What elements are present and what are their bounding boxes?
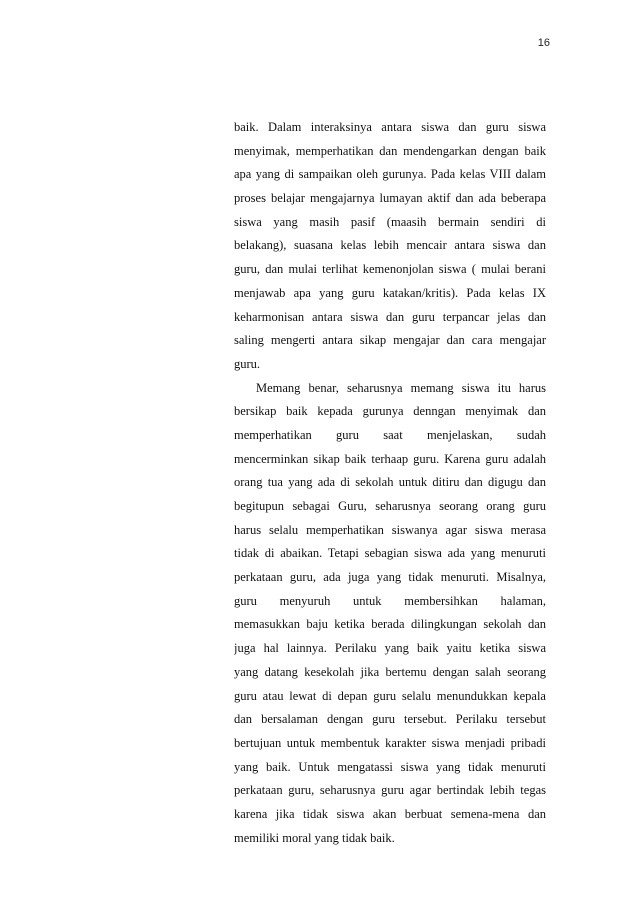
text-line: begitupun sebagai Guru, seharusnya seorang orang guru: [234, 499, 546, 513]
text-line: menjawab apa yang guru katakan/kritis). Pada kelas IX: [234, 285, 546, 300]
text-line: saling mengerti antara sikap mengajar dan cara mengajar: [234, 333, 546, 348]
paragraph: [234, 116, 546, 377]
text-line: Memang benar, seharusnya memang siswa itu harus: [256, 380, 546, 395]
text-line: baik. Dalam interaksinya antara siswa dan guru siswa: [234, 120, 546, 134]
text-line: proses belajar mengajarnya lumayan aktif dan ada beberapa: [234, 191, 546, 206]
text-line: mencerminkan sikap baik terhaap guru. Karena guru adalah: [234, 451, 546, 466]
text-line: siswa yang masih pasif (maasih bermain sendiri di: [234, 214, 546, 229]
text-line: bersikap baik kepada gurunya denngan menyimak dan: [234, 404, 546, 419]
text-line: belakang), suasana kelas lebih mencair antara siswa dan: [234, 238, 546, 253]
text-line: yang datang kesekolah jika bertemu dengan salah seorang: [234, 664, 546, 679]
text-line: yang baik. Untuk mengatassi siswa yang tidak menuruti: [234, 759, 546, 774]
text-line: memperhatikan guru saat menjelaskan, sudah: [234, 427, 546, 442]
text-line: guru menyuruh untuk membersihkan halaman,: [234, 593, 546, 608]
text-line: apa yang di sampaikan oleh gurunya. Pada kelas VIII dalam: [234, 167, 546, 182]
text-line: guru, dan mulai terlihat kemenonjolan siswa ( mulai berani: [234, 262, 546, 277]
body-text: [234, 116, 546, 850]
text-line: juga hal lainnya. Perilaku yang baik yaitu ketika siswa: [234, 641, 546, 656]
text-line: menyimak, memperhatikan dan mendengarkan dengan baik: [234, 143, 546, 158]
text-line: keharmonisan antara siswa dan guru terpancar jelas dan: [234, 309, 546, 324]
page-number: 16: [537, 37, 550, 49]
text-line: tidak di abaikan. Tetapi sebagian siswa ada yang menuruti: [234, 546, 546, 561]
text-line: perkataan guru, seharusnya guru agar bertindak lebih tegas: [234, 783, 546, 798]
text-line: dan bersalaman dengan guru tersebut. Perilaku tersebut: [234, 712, 546, 727]
paragraph: [234, 377, 546, 851]
text-line: guru atau lewat di depan guru selalu menundukkan kepala: [234, 688, 546, 703]
text-line: guru.: [234, 356, 261, 371]
text-line: karena jika tidak siswa akan berbuat semena-mena dan: [234, 806, 546, 821]
text-line: memasukkan baju ketika berada dilingkungan sekolah dan: [234, 617, 546, 632]
text-line: harus selalu memperhatikan siswanya agar siswa merasa: [234, 522, 546, 537]
text-line: bertujuan untuk membentuk karakter siswa menjadi pribadi: [234, 735, 546, 750]
text-line: orang tua yang ada di sekolah untuk ditiru dan digugu dan: [234, 475, 546, 490]
text-line: memiliki moral yang tidak baik.: [234, 830, 395, 845]
text-line: perkataan guru, ada juga yang tidak menuruti. Misalnya,: [234, 570, 546, 585]
